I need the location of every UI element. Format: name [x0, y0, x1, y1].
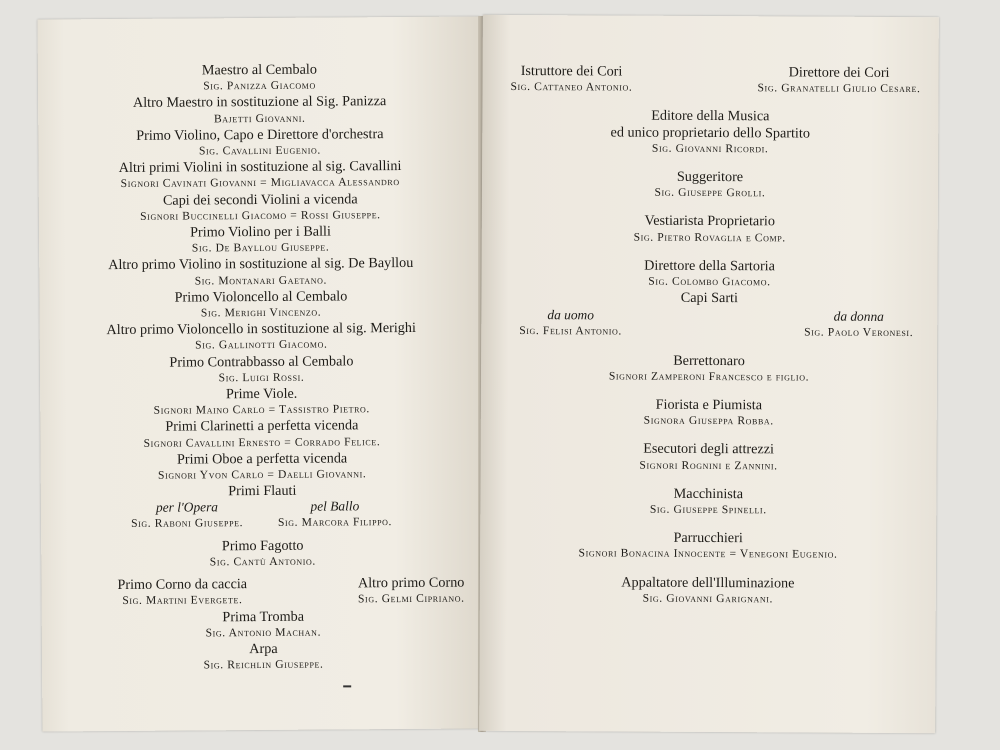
flauti-pair — [61, 498, 464, 533]
heading: Direttore della Sartoria — [644, 257, 775, 275]
subheading: pel Ballo — [310, 498, 360, 515]
name: Sig. Luigi Rossi. — [218, 370, 305, 385]
name: Sig. Antonio Machan. — [205, 625, 322, 640]
subheading: Primo Corno da caccia — [117, 576, 248, 594]
cori-pair — [500, 63, 920, 98]
cori-istruttore — [510, 63, 632, 96]
heading: Primo Violino per i Balli — [190, 223, 331, 241]
subheading: Direttore dei Cori — [788, 64, 890, 81]
heading: Primo Violoncello al Cembalo — [174, 288, 348, 306]
flauti-ballo — [278, 499, 392, 532]
name: Sig. Gallinotti Giacomo. — [195, 337, 328, 352]
name: Sig. De Bayllou Giuseppe. — [191, 240, 330, 255]
name: Sig. Cavallini Eugenio. — [198, 143, 321, 158]
name: Sig. Giuseppe Grolli. — [654, 185, 766, 200]
name: Signori Buccinelli Giacomo = Rossi Giuseppe. — [140, 207, 381, 223]
corno-altro — [358, 575, 465, 608]
heading: Primo Contrabbasso al Cembalo — [169, 353, 354, 371]
name: Sig. Raboni Giuseppe. — [130, 516, 244, 531]
name: Sig. Colombo Giacomo. — [648, 274, 771, 289]
name: Sig. Martini Evergete. — [122, 593, 243, 608]
name: Sig. Merighi Vincenzo. — [200, 305, 322, 320]
name: Signori Cavinati Giovanni = Migliavacca Alessandro — [120, 175, 400, 191]
heading: Primi Oboe a perfetta vicenda — [176, 450, 348, 468]
name: Sig. Giovanni Ricordi. — [651, 141, 769, 156]
heading: Primi Flauti — [228, 483, 297, 500]
flauti-opera — [131, 500, 243, 533]
heading: Parrucchieri — [673, 530, 743, 547]
left-page-text — [58, 61, 465, 675]
heading: Prime Viole. — [225, 385, 298, 403]
name: Sig. Pietro Rovaglia e Comp. — [633, 230, 786, 245]
heading: Altro primo Violino in sostituzione al sig. De Bayllou — [108, 255, 414, 274]
subheading: Altro primo Corno — [357, 574, 465, 592]
sarti-pair — [499, 305, 919, 341]
heading: Prima Tromba — [222, 608, 305, 625]
sarti-donna — [804, 309, 913, 342]
heading: Fiorista e Piumista — [655, 396, 763, 414]
corno-caccia — [117, 576, 247, 609]
name: Sig. Giovanni Garignani. — [642, 591, 774, 606]
heading: Suggeritore — [676, 168, 744, 186]
heading: Primo Violino, Capo e Direttore d'orchestra — [136, 125, 384, 144]
name: Sig. Marcora Filippo. — [277, 515, 393, 530]
heading: Primi Clarinetti a perfetta vicenda — [165, 417, 359, 436]
corno-pair — [61, 575, 464, 610]
name: Signori Bonacina Innocente = Venegoni Eugenio. — [578, 546, 838, 562]
heading: Primo Fagotto — [221, 537, 304, 554]
heading: Altro primo Violoncello in sostituzione al sig. Merighi — [106, 320, 416, 339]
heading: Altro Maestro in sostituzione al Sig. Panizza — [132, 93, 387, 112]
name: Sig. Felisi Antonio. — [519, 324, 622, 338]
name: Signori Rognini e Zannini. — [639, 458, 778, 473]
heading: Capi Sarti — [680, 290, 739, 307]
name: Sig. Panizza Giacomo — [203, 78, 316, 93]
left-page — [38, 16, 486, 731]
name: Signori Maino Carlo = Tassistro Pietro. — [153, 402, 370, 418]
subheading: per l'Opera — [155, 499, 219, 516]
right-page-text — [498, 63, 921, 608]
heading: Editore della Musica — [651, 108, 770, 125]
subheading: Istruttore dei Cori — [520, 63, 623, 80]
name: Bajetti Giovanni. — [213, 111, 306, 125]
name: Sig. Granatelli Giulio Cesare. — [757, 81, 921, 96]
subheading: da donna — [833, 309, 884, 325]
heading: Macchinista — [673, 485, 744, 503]
name: Sig. Reichlin Giuseppe. — [203, 657, 324, 672]
name: Sig. Cantù Antonio. — [209, 554, 316, 569]
heading: Esecutori degli attrezzi — [643, 441, 775, 458]
heading: Vestiarista Proprietario — [644, 213, 776, 230]
subheading: da uomo — [547, 307, 594, 323]
cori-direttore — [757, 64, 920, 97]
name: Signori Cavallini Ernesto = Corrado Felice. — [143, 434, 381, 450]
heading: Arpa — [249, 640, 278, 657]
heading: Berrettonaro — [673, 352, 745, 369]
name: Sig. Montanari Gaetano. — [194, 273, 328, 288]
name: Signori Yvon Carlo = Daelli Giovanni. — [157, 467, 367, 482]
heading: Appaltatore dell'Illuminazione — [621, 574, 795, 592]
name: Signori Zamperoni Francesco e figlio. — [608, 369, 810, 384]
heading: Maestro al Cembalo — [201, 61, 317, 79]
sarti-uomo — [519, 307, 622, 340]
right-page — [479, 15, 939, 733]
name: Signora Giuseppa Robba. — [643, 413, 774, 428]
heading: Altri primi Violini in sostituzione al sig. Cavallini — [118, 158, 402, 177]
name: Sig. Gelmi Cipriano. — [357, 591, 465, 606]
heading: ed unico proprietario dello Spartito — [610, 124, 810, 142]
name: Sig. Paolo Veronesi. — [804, 325, 914, 340]
name: Sig. Giuseppe Spinelli. — [649, 502, 767, 517]
name: Sig. Cattaneo Antonio. — [510, 80, 633, 94]
heading: Capi dei secondi Violini a vicenda — [162, 190, 358, 209]
printer-mark — [343, 685, 351, 687]
